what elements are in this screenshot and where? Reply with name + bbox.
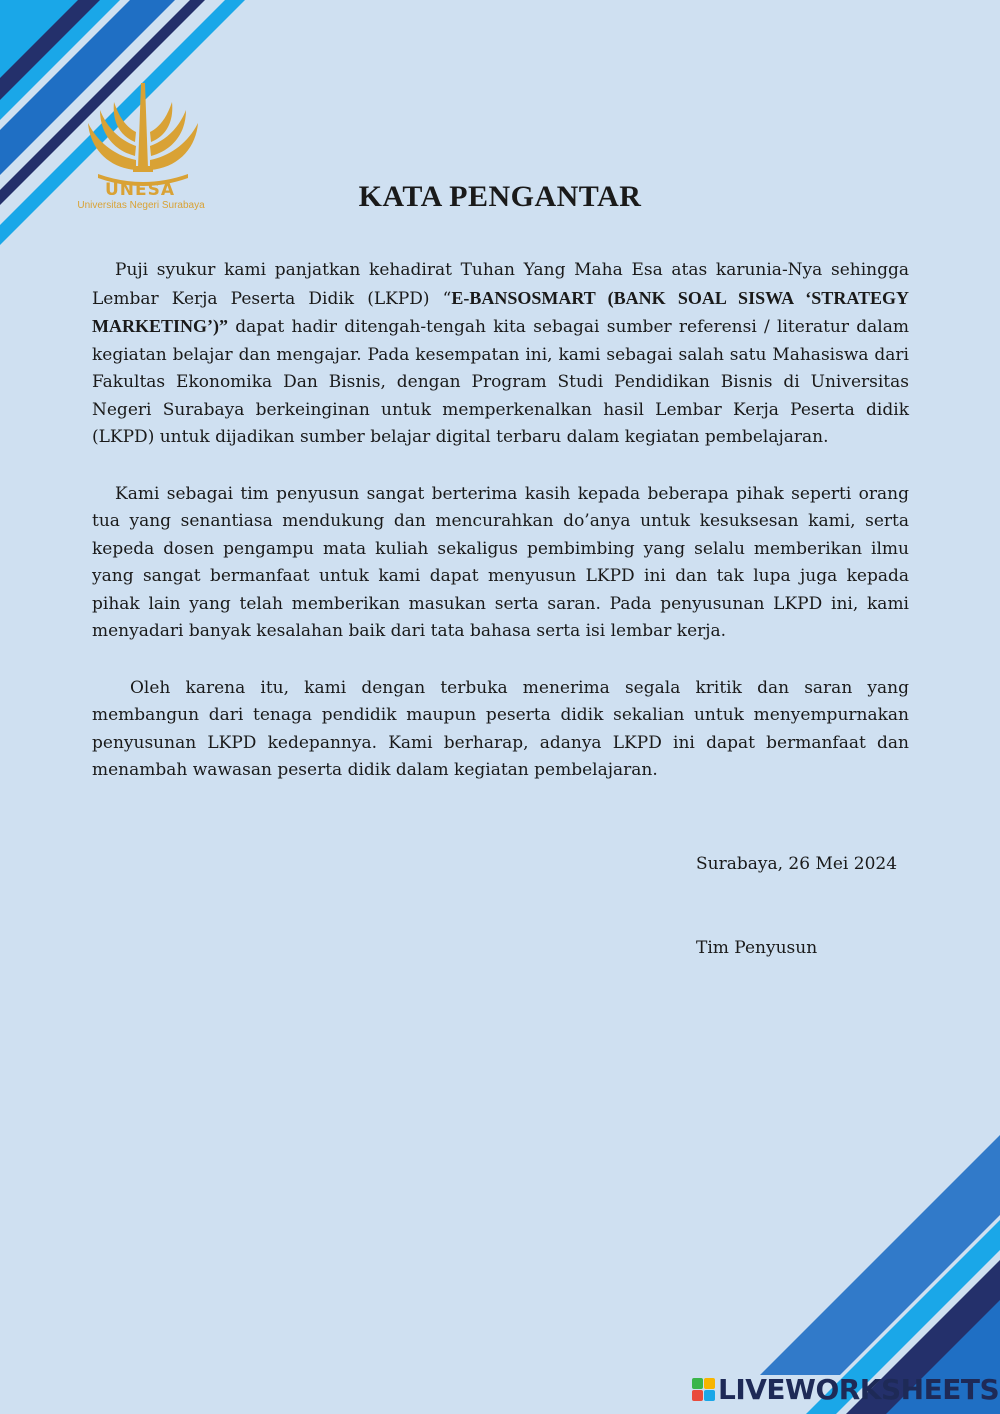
page-title: KATA PENGANTAR	[358, 180, 642, 213]
place-date: Surabaya, 26 Mei 2024	[696, 854, 898, 874]
signer: Tim Penyusun	[696, 938, 818, 958]
logo-subtitle: Universitas Negeri Surabaya	[77, 200, 205, 211]
lkpd-title: E-BANSOSMART (BANK SOAL SISWA ‘STRATEGY MARKETING’)”	[92, 287, 909, 336]
paragraph-1	[92, 257, 909, 452]
liveworksheets-icon	[692, 1378, 715, 1401]
body-text	[92, 257, 909, 814]
liveworksheets-watermark	[692, 1372, 999, 1406]
paragraph-1-intro: Puji syukur kami panjatkan kehadirat Tuhan Yang Maha Esa atas karunia-Nya sehingga Lembar Kerja Peserta Didik (LKPD) “	[92, 260, 909, 309]
paragraph-2: Kami sebagai tim penyusun sangat berterima kasih kepada beberapa pihak seperti orang tua yang senantiasa mendukung dan mencurahkan do’anya untuk kesuksesan kami, serta kepeda dosen pengampu mata kuliah sekaligus pembimbing yang selalu memberikan ilmu yang sangat bermanfaat untuk kami dapat menyusun LKPD ini dan tak lupa juga kepada pihak lain yang telah memberikan masukan serta saran. Pada penyusunan LKPD ini, kami menyadari banyak kesalahan baik dari tata bahasa serta isi lembar kerja.	[92, 483, 909, 641]
icon-square-blue	[704, 1390, 715, 1401]
paragraph-3: Oleh karena itu, kami dengan terbuka menerima segala kritik dan saran yang membangun dari tenaga pendidik maupun peserta didik sekalian untuk menyempurnakan penyusunan LKPD kedepannya. Kami berharap, adanya LKPD ini dapat bermanfaat dan menambah wawasan peserta didik dalam kegiatan pembelajaran.	[92, 677, 909, 780]
paragraph-1-rest: dapat hadir ditengah-tengah kita sebagai sumber referensi / literatur dalam kegiatan belajar dan mengajar. Pada kesempatan ini, kami sebagai salah satu Mahasiswa dari Fakultas Ekonomika Dan Bisnis, dengan Program Studi Pendidikan Bisnis di Universitas Negeri Surabaya berkeinginan untuk memperkenalkan hasil Lembar Kerja Peserta didik (LKPD) untuk dijadikan sumber belajar digital terbaru dalam kegiatan pembelajaran.	[92, 317, 909, 447]
icon-square-green	[692, 1378, 703, 1389]
icon-square-red	[692, 1390, 703, 1401]
icon-square-yellow	[704, 1378, 715, 1389]
watermark-text: LIVEWORKSHEETS	[718, 1372, 1000, 1406]
logo-name: UNESA	[105, 180, 176, 200]
